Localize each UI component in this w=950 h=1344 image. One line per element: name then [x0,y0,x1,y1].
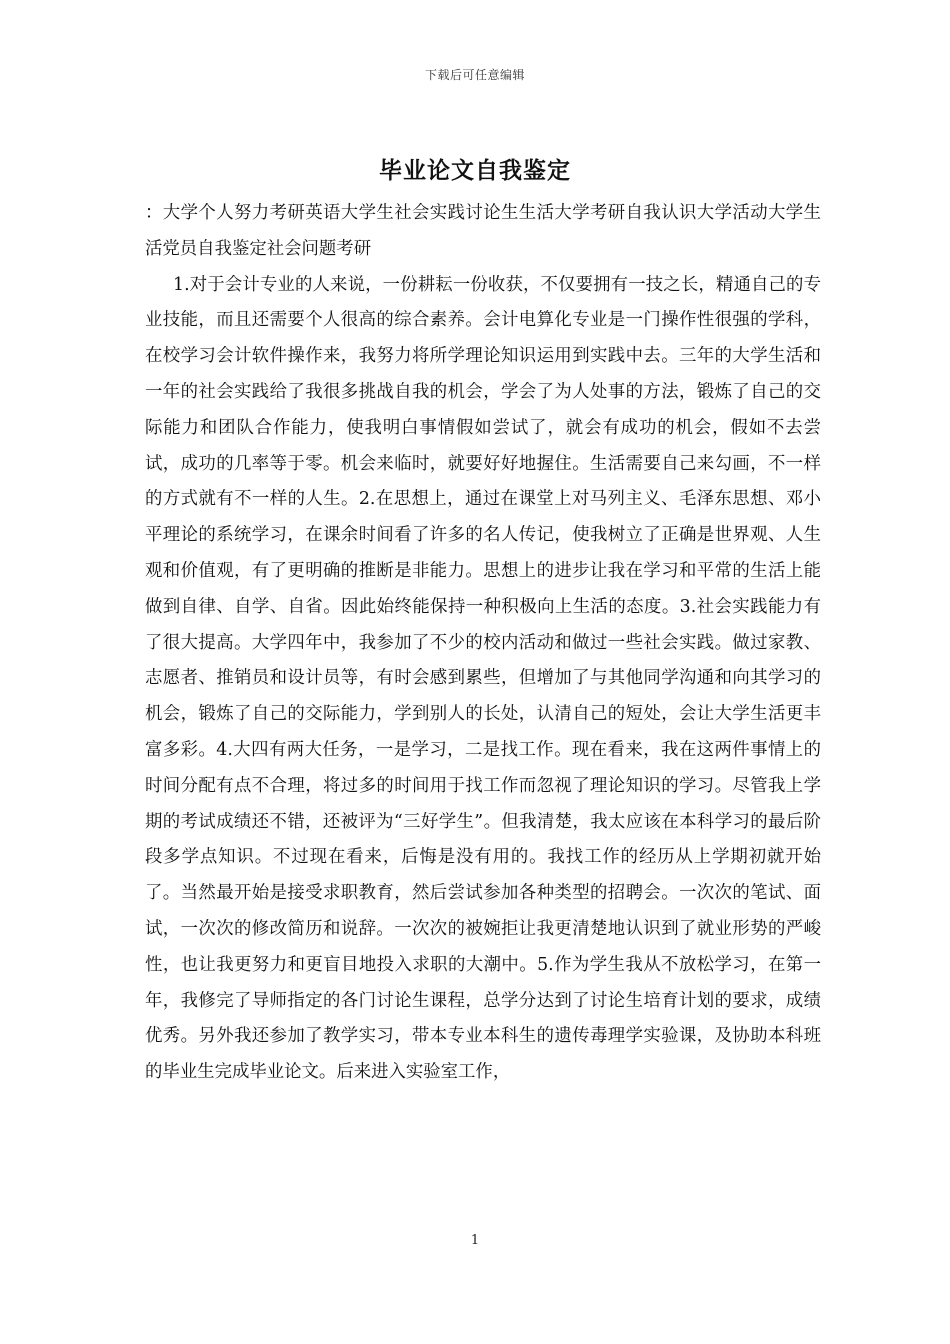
document-title: 毕业论文自我鉴定 [379,157,571,184]
body-paragraph: 1.对于会计专业的人来说，一份耕耘一份收获，不仅要拥有一技之长，精通自己的专业技能，而且还需要个人很高的综合素养。会计电算化专业是一门操作性很强的学科，在校学习会计软件操作来，我努力将所学理论知识运用到实践中去。三年的大学生活和一年的社会实践给了我很多挑战自我的机会，学会了为人处事的方法，锻炼了自己的交际能力和团队合作能力，使我明白事情假如尝试了，就会有成功的机会，假如不去尝试，成功的几率等于零。机会来临时，就要好好地握住。生活需要自己来勾画，不一样的方式就有不一样的人生。2.在思想上，通过在课堂上对马列主义、毛泽东思想、邓小平理论的系统学习，在课余时间看了许多的名人传记，使我树立了正确是世界观、人生观和价值观，有了更明确的推断是非能力。思想上的进步让我在学习和平常的生活上能做到自律、自学、自省。因此始终能保持一种积极向上生活的态度。3.社会实践能力有了很大提高。大学四年中，我参加了不少的校内活动和做过一些社会实践。做过家教、志愿者、推销员和设计员等，有时会感到累些，但增加了与其他同学沟通和向其学习的机会，锻炼了自己的交际能力，学到别人的长处，认清自己的短处，会让大学生活更丰富多彩。4.大四有两大任务，一是学习，二是找工作。现在看来，我在这两件事情上的时间分配有点不合理，将过多的时间用于找工作而忽视了理论知识的学习。尽管我上学期的考试成绩还不错，还被评为“三好学生”。但我清楚，我太应该在本科学习的最后阶段多学点知识。不过现在看来，后悔是没有用的。我找工作的经历从上学期初就开始了。当然最开始是接受求职教育，然后尝试参加各种类型的招聘会。一次次的笔试、面试，一次次的修改简历和说辞。一次次的被婉拒让我更清楚地认识到了就业形势的严峻性，也让我更努力和更盲目地投入求职的大潮中。5.作为学生我从不放松学习，在第一年，我修完了导师指定的各门讨论生课程，总学分达到了讨论生培育计划的要求，成绩优秀。另外我还参加了教学实习，带本专业本科生的遗传毒理学实验课，及协助本科班的毕业生完成毕业论文。后来进入实验室工作， [145,274,821,1083]
header-note: 下载后可任意编辑 [424,68,525,82]
keywords-paragraph: ：大学个人努力考研英语大学生社会实践讨论生生活大学考研自我认识大学活动大学生活党员自我鉴定社会问题考研 [145,203,821,259]
document-content [145,196,821,1091]
page-number: 1 [470,1233,480,1248]
